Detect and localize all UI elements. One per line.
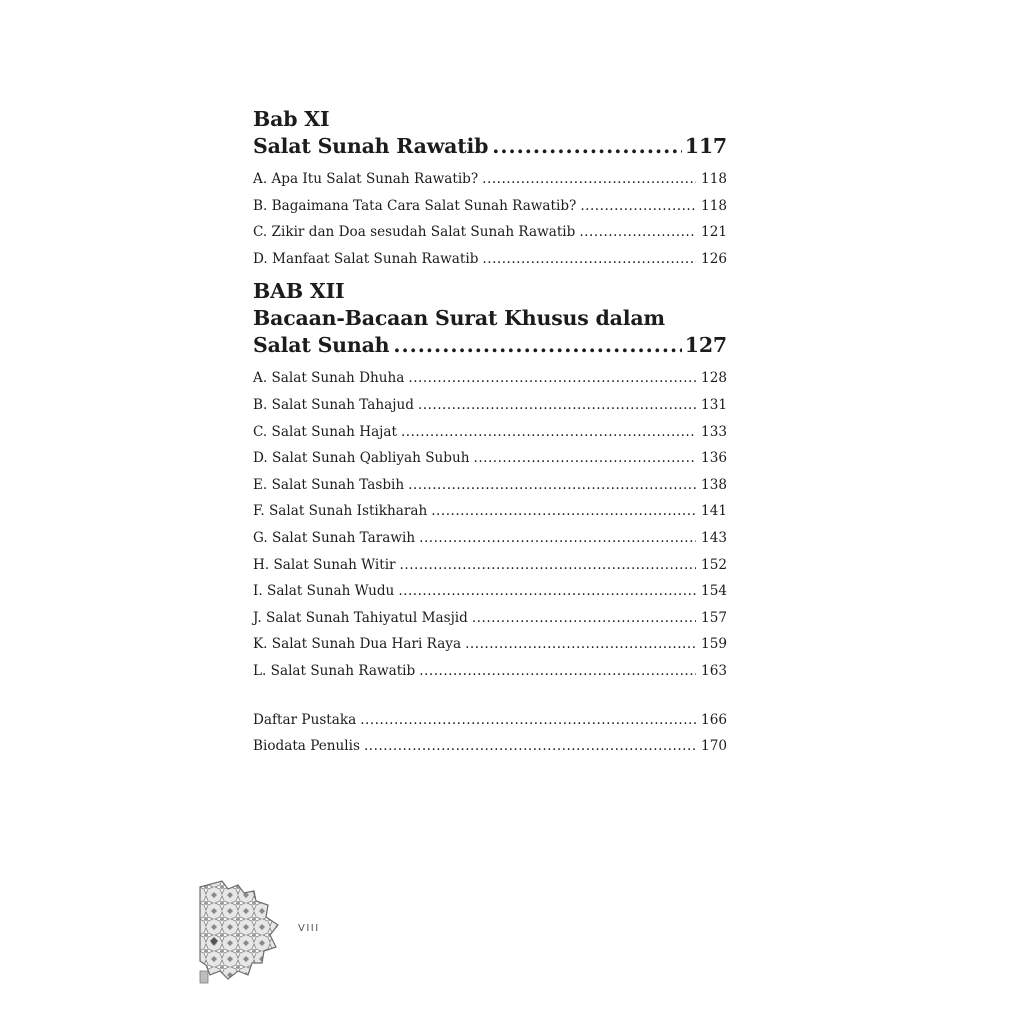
page-folio: VIII bbox=[298, 923, 320, 934]
chapter-title-line: Bacaan-Bacaan Surat Khusus dalam bbox=[253, 306, 665, 331]
chapter-label: Bab XI bbox=[253, 107, 330, 131]
toc-entry-title: B. Salat Sunah Tahajud bbox=[253, 396, 414, 413]
toc-entry[interactable] bbox=[253, 193, 727, 220]
toc-entry-title: B. Bagaimana Tata Cara Salat Sunah Rawatib? bbox=[253, 197, 577, 214]
dot-leader bbox=[419, 525, 696, 552]
toc-entry-page: 133 bbox=[701, 423, 727, 440]
toc-entry-title: C. Salat Sunah Hajat bbox=[253, 423, 397, 440]
chapter-page-number: 127 bbox=[684, 333, 727, 358]
toc-entry-page: 121 bbox=[701, 224, 727, 241]
dot-leader bbox=[431, 498, 696, 525]
toc-entry-page: 152 bbox=[701, 556, 727, 573]
toc-entry[interactable] bbox=[253, 605, 727, 632]
toc-entry-title: K. Salat Sunah Dua Hari Raya bbox=[253, 636, 462, 653]
toc-entry[interactable] bbox=[253, 472, 727, 499]
toc-entry[interactable] bbox=[253, 365, 727, 392]
toc-entry-page: 157 bbox=[701, 609, 727, 626]
toc-entry-page: 131 bbox=[701, 396, 727, 413]
toc-entry-page: 143 bbox=[701, 529, 727, 546]
toc-entry-page: 159 bbox=[701, 636, 727, 653]
toc-entry-title: Biodata Penulis bbox=[253, 738, 360, 755]
toc-entry[interactable] bbox=[253, 445, 727, 472]
toc-entry-page: 163 bbox=[701, 662, 727, 679]
chapter-xi bbox=[253, 106, 727, 272]
toc-entry[interactable] bbox=[253, 166, 727, 193]
toc-entry-title: D. Manfaat Salat Sunah Rawatib bbox=[253, 250, 479, 267]
toc-entry[interactable] bbox=[253, 658, 727, 685]
toc-entry[interactable] bbox=[253, 392, 727, 419]
toc-entry[interactable] bbox=[253, 631, 727, 658]
chapter-xii bbox=[253, 278, 727, 684]
dot-leader bbox=[360, 707, 696, 734]
toc-entry-title: J. Salat Sunah Tahiyatul Masjid bbox=[253, 609, 468, 626]
dot-leader bbox=[579, 219, 696, 246]
chapter-title: Salat Sunah Rawatib bbox=[253, 134, 489, 158]
toc-entry[interactable] bbox=[253, 552, 727, 579]
chapter-title: Salat Sunah bbox=[253, 333, 390, 358]
toc-entry-page: 136 bbox=[701, 450, 727, 467]
toc-entry-author-bio[interactable] bbox=[253, 733, 727, 760]
back-matter bbox=[253, 707, 727, 760]
toc-entry-title: L. Salat Sunah Rawatib bbox=[253, 662, 416, 679]
dot-leader bbox=[580, 193, 696, 220]
toc-entry-title: A. Salat Sunah Dhuha bbox=[253, 370, 405, 387]
toc-entry[interactable] bbox=[253, 219, 727, 246]
dot-leader bbox=[472, 605, 696, 632]
toc-entry-title: F. Salat Sunah Istikharah bbox=[253, 503, 428, 520]
toc-entry[interactable] bbox=[253, 578, 727, 605]
dot-leader bbox=[418, 392, 696, 419]
toc-entry-page: 141 bbox=[701, 503, 727, 520]
chapter-page-number: 117 bbox=[684, 134, 727, 158]
toc-entry-title: Daftar Pustaka bbox=[253, 711, 357, 728]
toc-entry-page: 118 bbox=[701, 197, 727, 214]
toc-entry-title: H. Salat Sunah Witir bbox=[253, 556, 396, 573]
toc-entry[interactable] bbox=[253, 525, 727, 552]
toc-entry[interactable] bbox=[253, 498, 727, 525]
dot-leader bbox=[393, 332, 681, 359]
toc-entry-page: 126 bbox=[701, 250, 727, 267]
toc-entry-page: 170 bbox=[701, 738, 727, 755]
dot-leader bbox=[364, 733, 696, 760]
toc-entry-bibliography[interactable] bbox=[253, 707, 727, 734]
toc-entry-title: G. Salat Sunah Tarawih bbox=[253, 529, 416, 546]
dot-leader bbox=[401, 419, 696, 446]
chapter-label: BAB XII bbox=[253, 279, 345, 304]
table-of-contents bbox=[253, 106, 727, 760]
toc-entry-title: D. Salat Sunah Qabliyah Subuh bbox=[253, 450, 470, 467]
toc-entry[interactable] bbox=[253, 246, 727, 273]
dot-leader bbox=[398, 578, 696, 605]
geometric-tile-ornament-icon bbox=[198, 879, 280, 985]
toc-entry[interactable] bbox=[253, 419, 727, 446]
dot-leader bbox=[400, 552, 696, 579]
chapter-title-row[interactable] bbox=[253, 332, 727, 359]
toc-entry-title: I. Salat Sunah Wudu bbox=[253, 583, 395, 600]
chapter-title-row[interactable] bbox=[253, 133, 727, 160]
dot-leader bbox=[408, 472, 696, 499]
toc-entry-page: 166 bbox=[701, 711, 727, 728]
toc-entry-page: 154 bbox=[701, 583, 727, 600]
toc-entry-title: E. Salat Sunah Tasbih bbox=[253, 476, 405, 493]
toc-entry-page: 128 bbox=[701, 370, 727, 387]
dot-leader bbox=[419, 658, 696, 685]
dot-leader bbox=[482, 246, 696, 273]
toc-entry-page: 138 bbox=[701, 476, 727, 493]
dot-leader bbox=[482, 166, 696, 193]
toc-entry-title: A. Apa Itu Salat Sunah Rawatib? bbox=[253, 171, 479, 187]
dot-leader bbox=[408, 365, 696, 392]
dot-leader bbox=[465, 631, 696, 658]
dot-leader bbox=[492, 133, 682, 160]
toc-entry-page: 118 bbox=[701, 171, 727, 187]
dot-leader bbox=[474, 445, 697, 472]
toc-entry-title: C. Zikir dan Doa sesudah Salat Sunah Rawatib bbox=[253, 224, 576, 241]
